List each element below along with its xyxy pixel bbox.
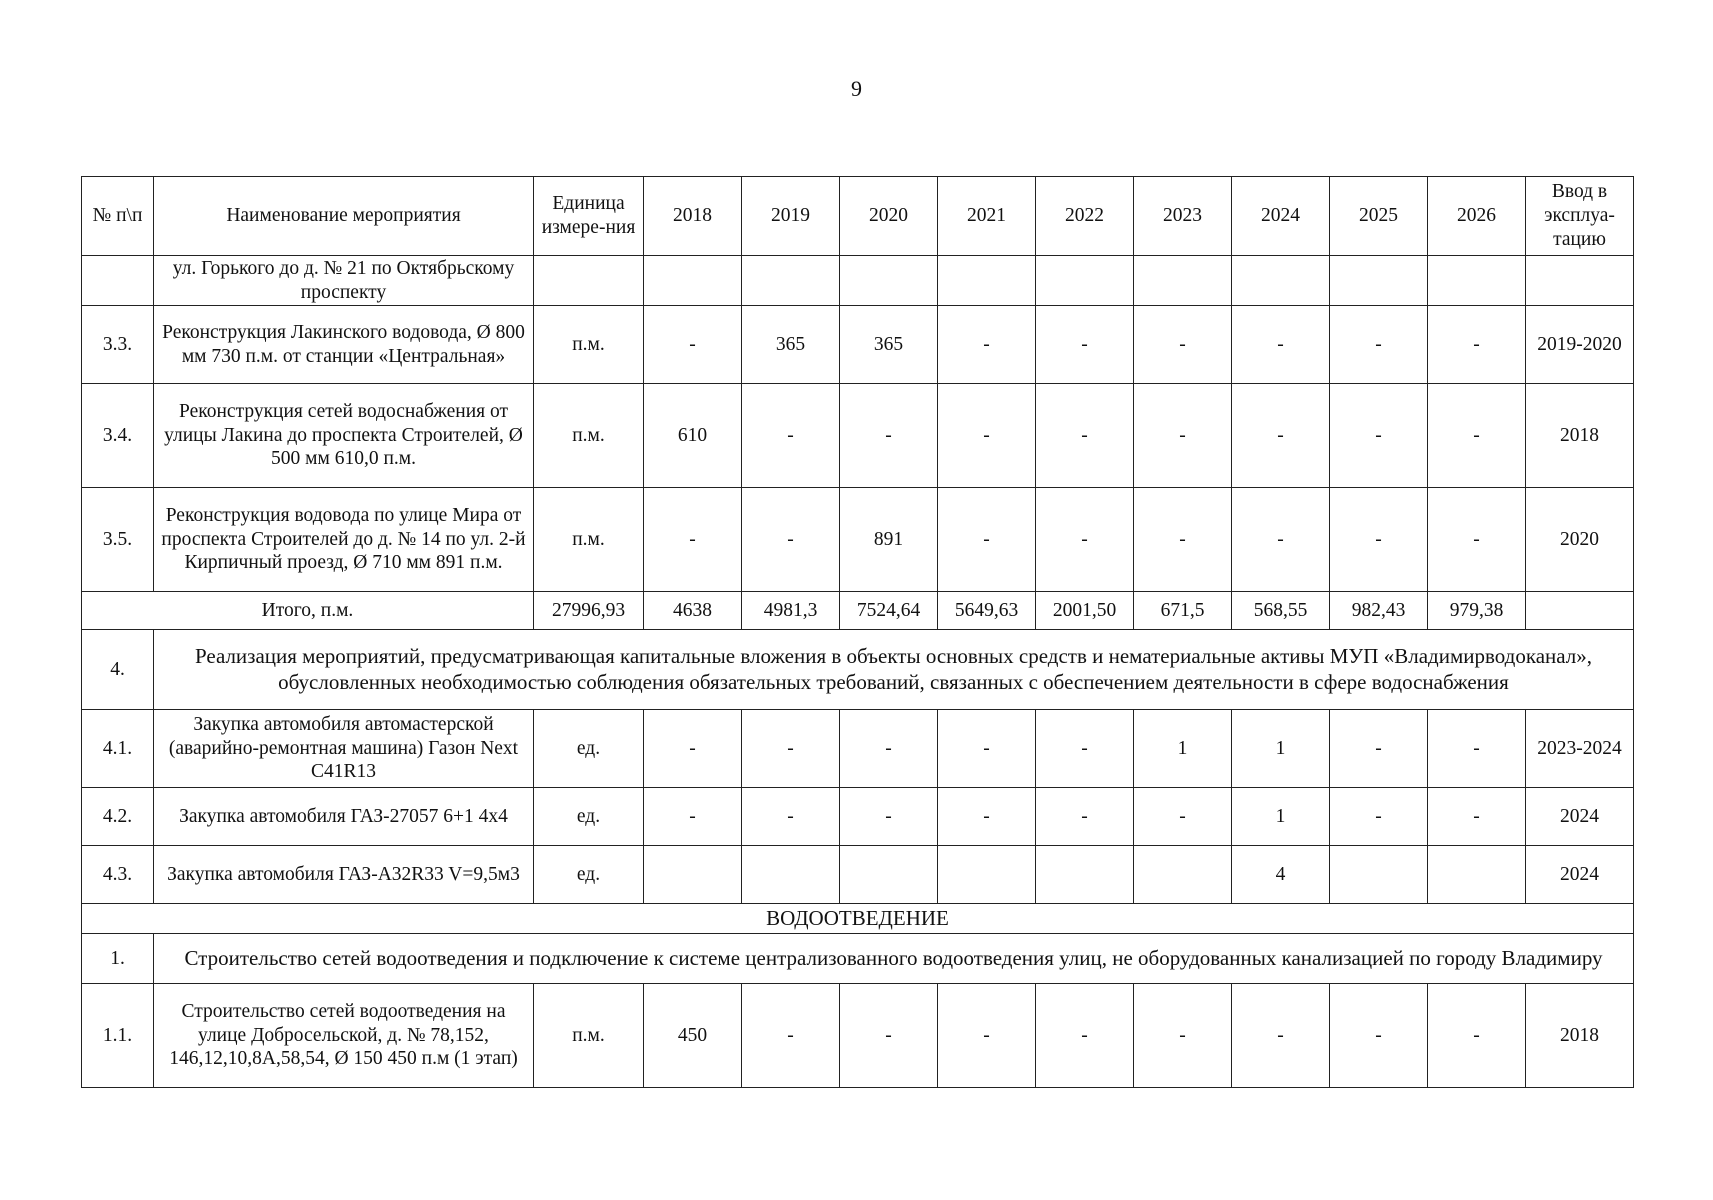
cell-year: - [1036,788,1134,846]
cell-year: - [1134,306,1232,384]
cell-name: Закупка автомобиля автомастерской (аварийно-ремонтная машина) Газон Next C41R13 [154,710,534,788]
cell-year: - [1232,306,1330,384]
cell-year: 1 [1134,710,1232,788]
cell-year: - [1232,488,1330,592]
cell-year: - [1232,984,1330,1088]
cell-year: - [1036,984,1134,1088]
cell-commission: 2019-2020 [1526,306,1634,384]
total-year: 2001,50 [1036,592,1134,630]
cell-year [1232,256,1330,306]
cell-year: 4 [1232,846,1330,904]
cell-year [1428,256,1526,306]
cell-year: 365 [742,306,840,384]
header-year: 2020 [840,177,938,256]
cell-year: - [1428,384,1526,488]
header-year: 2022 [1036,177,1134,256]
cell-year: 610 [644,384,742,488]
cell-year: - [1428,710,1526,788]
cell-name: ул. Горького до д. № 21 по Октябрьскому проспекту [154,256,534,306]
cell-year [1330,846,1428,904]
cell-year: - [1428,306,1526,384]
table-row [82,306,1634,384]
cell-year: - [1428,984,1526,1088]
cell-commission: 2018 [1526,384,1634,488]
cell-year: 1 [1232,710,1330,788]
cell-year: - [742,710,840,788]
cell-year: - [1134,488,1232,592]
cell-year: - [1330,488,1428,592]
cell-unit [534,256,644,306]
section-row [82,934,1634,984]
header-year: 2026 [1428,177,1526,256]
cell-year [840,256,938,306]
cell-year: - [1036,384,1134,488]
cell-num: 3.5. [82,488,154,592]
cell-year [644,256,742,306]
total-year: 7524,64 [840,592,938,630]
cell-num: 3.3. [82,306,154,384]
header-year: 2021 [938,177,1036,256]
cell-year [1036,256,1134,306]
header-year: 2023 [1134,177,1232,256]
cell-year: 891 [840,488,938,592]
table-row [82,710,1634,788]
cell-name: Закупка автомобиля ГАЗ-27057 6+1 4х4 [154,788,534,846]
table-row [82,846,1634,904]
drainage-heading: ВОДООТВЕДЕНИЕ [82,904,1634,934]
cell-unit: п.м. [534,488,644,592]
cell-num: 4.1. [82,710,154,788]
cell-year: - [742,788,840,846]
cell-name: Реконструкция Лакинского водовода, Ø 800 мм 730 п.м. от станции «Центральная» [154,306,534,384]
cell-year [1134,846,1232,904]
header-num: № п\п [82,177,154,256]
cell-year: - [1134,384,1232,488]
section-title: Реализация мероприятий, предусматривающая капитальные вложения в объекты основных средств и нематериальные активы МУП «Владимирводоканал», обусловленных необходимостью соблюдения обязательных требований, связанных с обеспечением деятельности в сфере водоснабжения [154,630,1634,710]
header-year: 2025 [1330,177,1428,256]
cell-name: Реконструкция сетей водоснабжения от улицы Лакина до проспекта Строителей, Ø 500 мм 610,0 п.м. [154,384,534,488]
cell-unit: п.м. [534,384,644,488]
cell-num [82,256,154,306]
cell-year [938,256,1036,306]
table-row [82,788,1634,846]
cell-year: - [644,788,742,846]
total-year: 5649,63 [938,592,1036,630]
table-row [82,984,1634,1088]
cell-year: - [938,306,1036,384]
total-year: 568,55 [1232,592,1330,630]
page-number: 9 [851,76,862,101]
header-name: Наименование мероприятия [154,177,534,256]
total-year: 979,38 [1428,592,1526,630]
cell-unit: ед. [534,846,644,904]
total-year: 671,5 [1134,592,1232,630]
cell-year: - [1134,788,1232,846]
cell-unit: ед. [534,710,644,788]
cell-year: - [938,384,1036,488]
cell-unit: п.м. [534,984,644,1088]
cell-year: - [1232,384,1330,488]
cell-commission: 2024 [1526,846,1634,904]
cell-year: - [840,710,938,788]
cell-unit: п.м. [534,306,644,384]
cell-year [1330,256,1428,306]
cell-year [742,846,840,904]
cell-commission: 2020 [1526,488,1634,592]
table-row [82,384,1634,488]
section-num: 1. [82,934,154,984]
cell-num: 1.1. [82,984,154,1088]
cell-year: - [840,984,938,1088]
cell-commission: 2023-2024 [1526,710,1634,788]
header-commission: Ввод в эксплуа-тацию [1526,177,1634,256]
total-label: Итого, п.м. [82,592,534,630]
cell-year: - [742,384,840,488]
total-year: 4638 [644,592,742,630]
cell-year: - [938,984,1036,1088]
section-heading-row [82,904,1634,934]
investment-program-table [81,176,1634,1088]
cell-year: 450 [644,984,742,1088]
cell-year: - [742,984,840,1088]
table-header-row [82,177,1634,256]
cell-year: - [938,788,1036,846]
section-num: 4. [82,630,154,710]
table-row [82,488,1634,592]
cell-name: Строительство сетей водоотведения на улице Добросельской, д. № 78,152, 146,12,10,8А,58,54, Ø 150 450 п.м (1 этап) [154,984,534,1088]
cell-name: Закупка автомобиля ГАЗ-А32R33 V=9,5м3 [154,846,534,904]
cell-year: - [644,488,742,592]
cell-year: - [742,488,840,592]
cell-year: - [1036,488,1134,592]
header-year: 2024 [1232,177,1330,256]
header-year: 2018 [644,177,742,256]
cell-year: - [1330,788,1428,846]
total-year: 982,43 [1330,592,1428,630]
cell-num: 4.3. [82,846,154,904]
cell-year: - [644,306,742,384]
cell-year [1036,846,1134,904]
header-year: 2019 [742,177,840,256]
cell-year [1134,256,1232,306]
cell-year: - [1330,306,1428,384]
cell-year: 1 [1232,788,1330,846]
cell-year: - [1330,384,1428,488]
cell-year [644,846,742,904]
cell-year: - [840,788,938,846]
cell-year [840,846,938,904]
cell-num: 4.2. [82,788,154,846]
cell-year: - [1330,984,1428,1088]
total-year: 4981,3 [742,592,840,630]
total-value: 27996,93 [534,592,644,630]
header-unit: Единица измере-ния [534,177,644,256]
cell-year: - [1036,710,1134,788]
cell-unit: ед. [534,788,644,846]
cell-year: - [1134,984,1232,1088]
cell-year: - [938,488,1036,592]
cell-name: Реконструкция водовода по улице Мира от проспекта Строителей до д. № 14 по ул. 2-й Кирпичный проезд, Ø 710 мм 891 п.м. [154,488,534,592]
total-commission [1526,592,1634,630]
cell-commission: 2024 [1526,788,1634,846]
section-row [82,630,1634,710]
total-row [82,592,1634,630]
cell-year [1428,846,1526,904]
cell-year: 365 [840,306,938,384]
cell-year [742,256,840,306]
cell-commission: 2018 [1526,984,1634,1088]
cell-year: - [938,710,1036,788]
cell-year [938,846,1036,904]
table-row [82,256,1634,306]
cell-year: - [1428,788,1526,846]
section-title: Строительство сетей водоотведения и подключение к системе централизованного водоотведения улиц, не оборудованных канализацией по городу Владимиру [154,934,1634,984]
cell-year: - [840,384,938,488]
cell-num: 3.4. [82,384,154,488]
cell-year: - [1036,306,1134,384]
cell-year: - [1428,488,1526,592]
cell-year: - [644,710,742,788]
cell-commission [1526,256,1634,306]
cell-year: - [1330,710,1428,788]
